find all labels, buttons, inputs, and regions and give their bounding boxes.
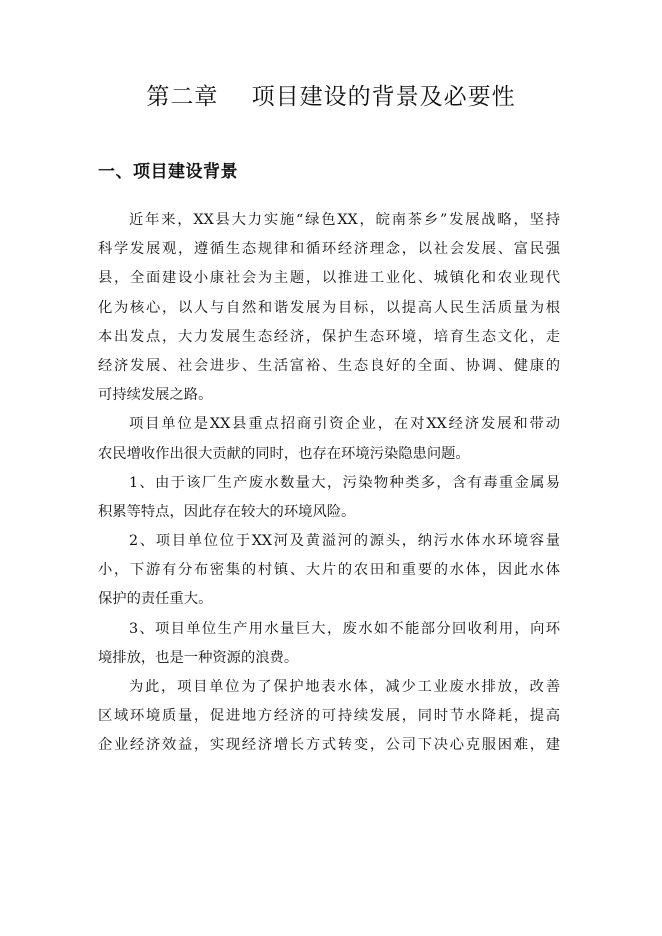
paragraph-line: 农民增收作出很大贡献的同时，也存在环境污染隐患问题。 (98, 445, 470, 462)
paragraph-line: 项目单位是XX县重点招商引资企业，在对XX经济发展和带动 (129, 416, 560, 433)
paragraph-point-1 (98, 469, 560, 527)
chapter-title: 第二章 项目建设的背景及必要性 (146, 84, 516, 110)
paragraph-point-2 (98, 527, 560, 615)
paragraph-line: 近年来，XX县大力实施“绿色XX，皖南茶乡”发展战略，坚持 (129, 212, 561, 228)
paragraph-line: 为此，项目单位为了保护地表水体，减少工业废水排放，改善 (129, 679, 560, 695)
paragraph-line: 化为核心，以人与自然和谐发展为目标，以提高人民生活质量为根 (98, 299, 560, 316)
paragraph-line: 县，全面建设小康社会为主题，以推进工业化、城镇化和农业现代 (98, 270, 560, 287)
paragraph-line: 保护的责任重大。 (98, 591, 213, 608)
paragraph-line: 3、项目单位生产用水量巨大，废水如不能部分回收利用，向环 (129, 620, 560, 637)
paragraph-point-3 (98, 615, 560, 673)
paragraph-line: 本出发点，大力发展生态经济，保护生态环境，培育生态文化，走 (98, 328, 560, 345)
paragraph-line: 境排放，也是一种资源的浪费。 (98, 649, 299, 666)
paragraph-line: 2、项目单位位于XX河及黄溢河的源头，纳污水体水环境容量 (129, 533, 560, 550)
paragraph-line: 区域环境质量，促进地方经济的可持续发展，同时节水降耗，提高 (98, 708, 560, 725)
body-text (98, 206, 560, 761)
paragraph-line: 积累等特点，因此存在较大的环境风险。 (98, 503, 356, 520)
paragraph-line: 小，下游有分布密集的村镇、大片的农田和重要的水体，因此水体 (98, 562, 560, 579)
paragraph-conclusion (98, 673, 560, 761)
paragraph-project-unit (98, 410, 560, 468)
paragraph-line: 经济发展、社会进步、生活富裕、生态良好的全面、协调、健康的 (98, 357, 560, 374)
section-heading: 一、项目建设背景 (98, 162, 238, 182)
paragraph-line: 企业经济效益，实现经济增长方式转变，公司下决心克服困难，建 (98, 737, 560, 754)
paragraph-background-overview (98, 206, 560, 410)
paragraph-line: 可持续发展之路。 (98, 387, 213, 404)
paragraph-line: 1、由于该厂生产废水数量大，污染物种类多，含有毒重金属易 (129, 474, 560, 491)
paragraph-line: 科学发展观，遵循生态规律和循环经济理念，以社会发展、富民强 (98, 241, 560, 258)
